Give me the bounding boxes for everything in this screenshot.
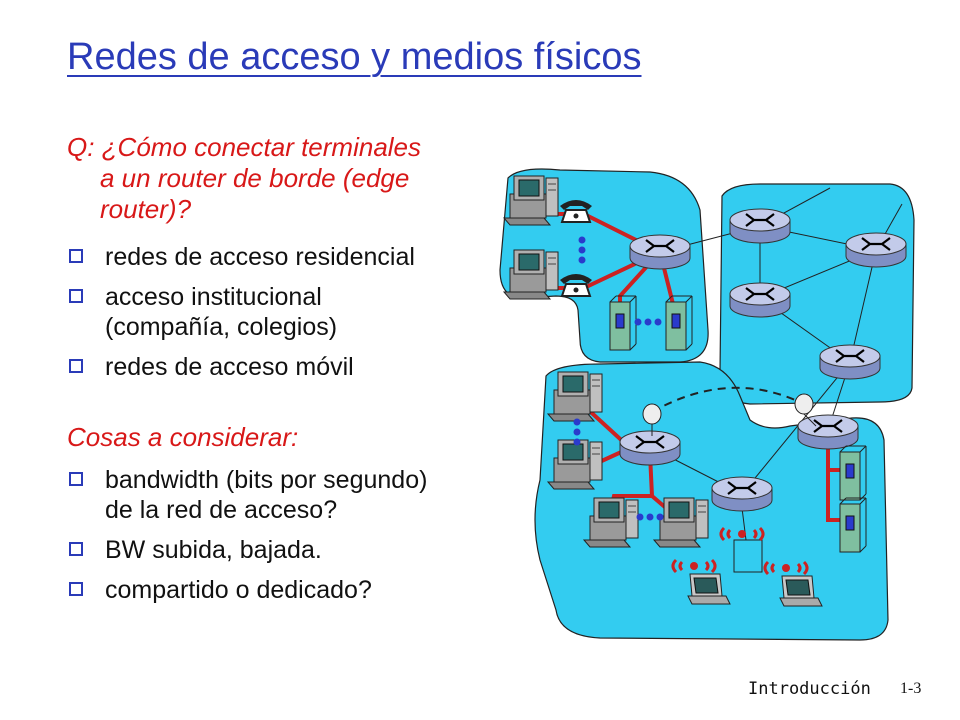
bullet-text: bandwidth (bits por segundo) [105,466,428,494]
bullet-text: redes de acceso residencial [105,243,415,271]
core-router-icon [730,283,790,317]
core-router-icon [846,233,906,267]
question-line-1: Q: ¿Cómo conectar terminales [67,132,422,162]
institutional-router-icon [712,477,772,511]
residential-router-icon [630,235,690,269]
base-station-box [734,540,762,572]
bullet-text: compartido o dedicado? [105,576,372,604]
slide-title: Redes de acceso y medios físicos [67,36,642,78]
question-line-3: router)? [100,194,192,224]
core-router-icon [730,209,790,243]
bullet-text: redes de acceso móvil [105,353,354,381]
bullet-text: acceso institucional [105,283,322,311]
bullet-text-cont: de la red de acceso? [105,496,338,524]
bullet-text: BW subida, bajada. [105,536,322,564]
phone-icon [560,200,592,222]
phone-icon [560,274,592,296]
ellipsis-dots [574,419,581,446]
ellipsis-dots [637,514,664,521]
core-router-icon [820,345,880,379]
page-number: 1-3 [900,680,922,697]
institutional-router-icon [620,431,680,465]
question-line-2: a un router de borde (edge [100,163,410,193]
considerations-heading: Cosas a considerar: [67,422,299,452]
footer-label: Introducción [748,679,871,699]
institutional-router-icon [798,415,858,449]
bullet-text-cont: (compañía, colegios) [105,313,338,341]
ellipsis-dots [579,237,586,264]
ellipsis-dots [635,319,662,326]
